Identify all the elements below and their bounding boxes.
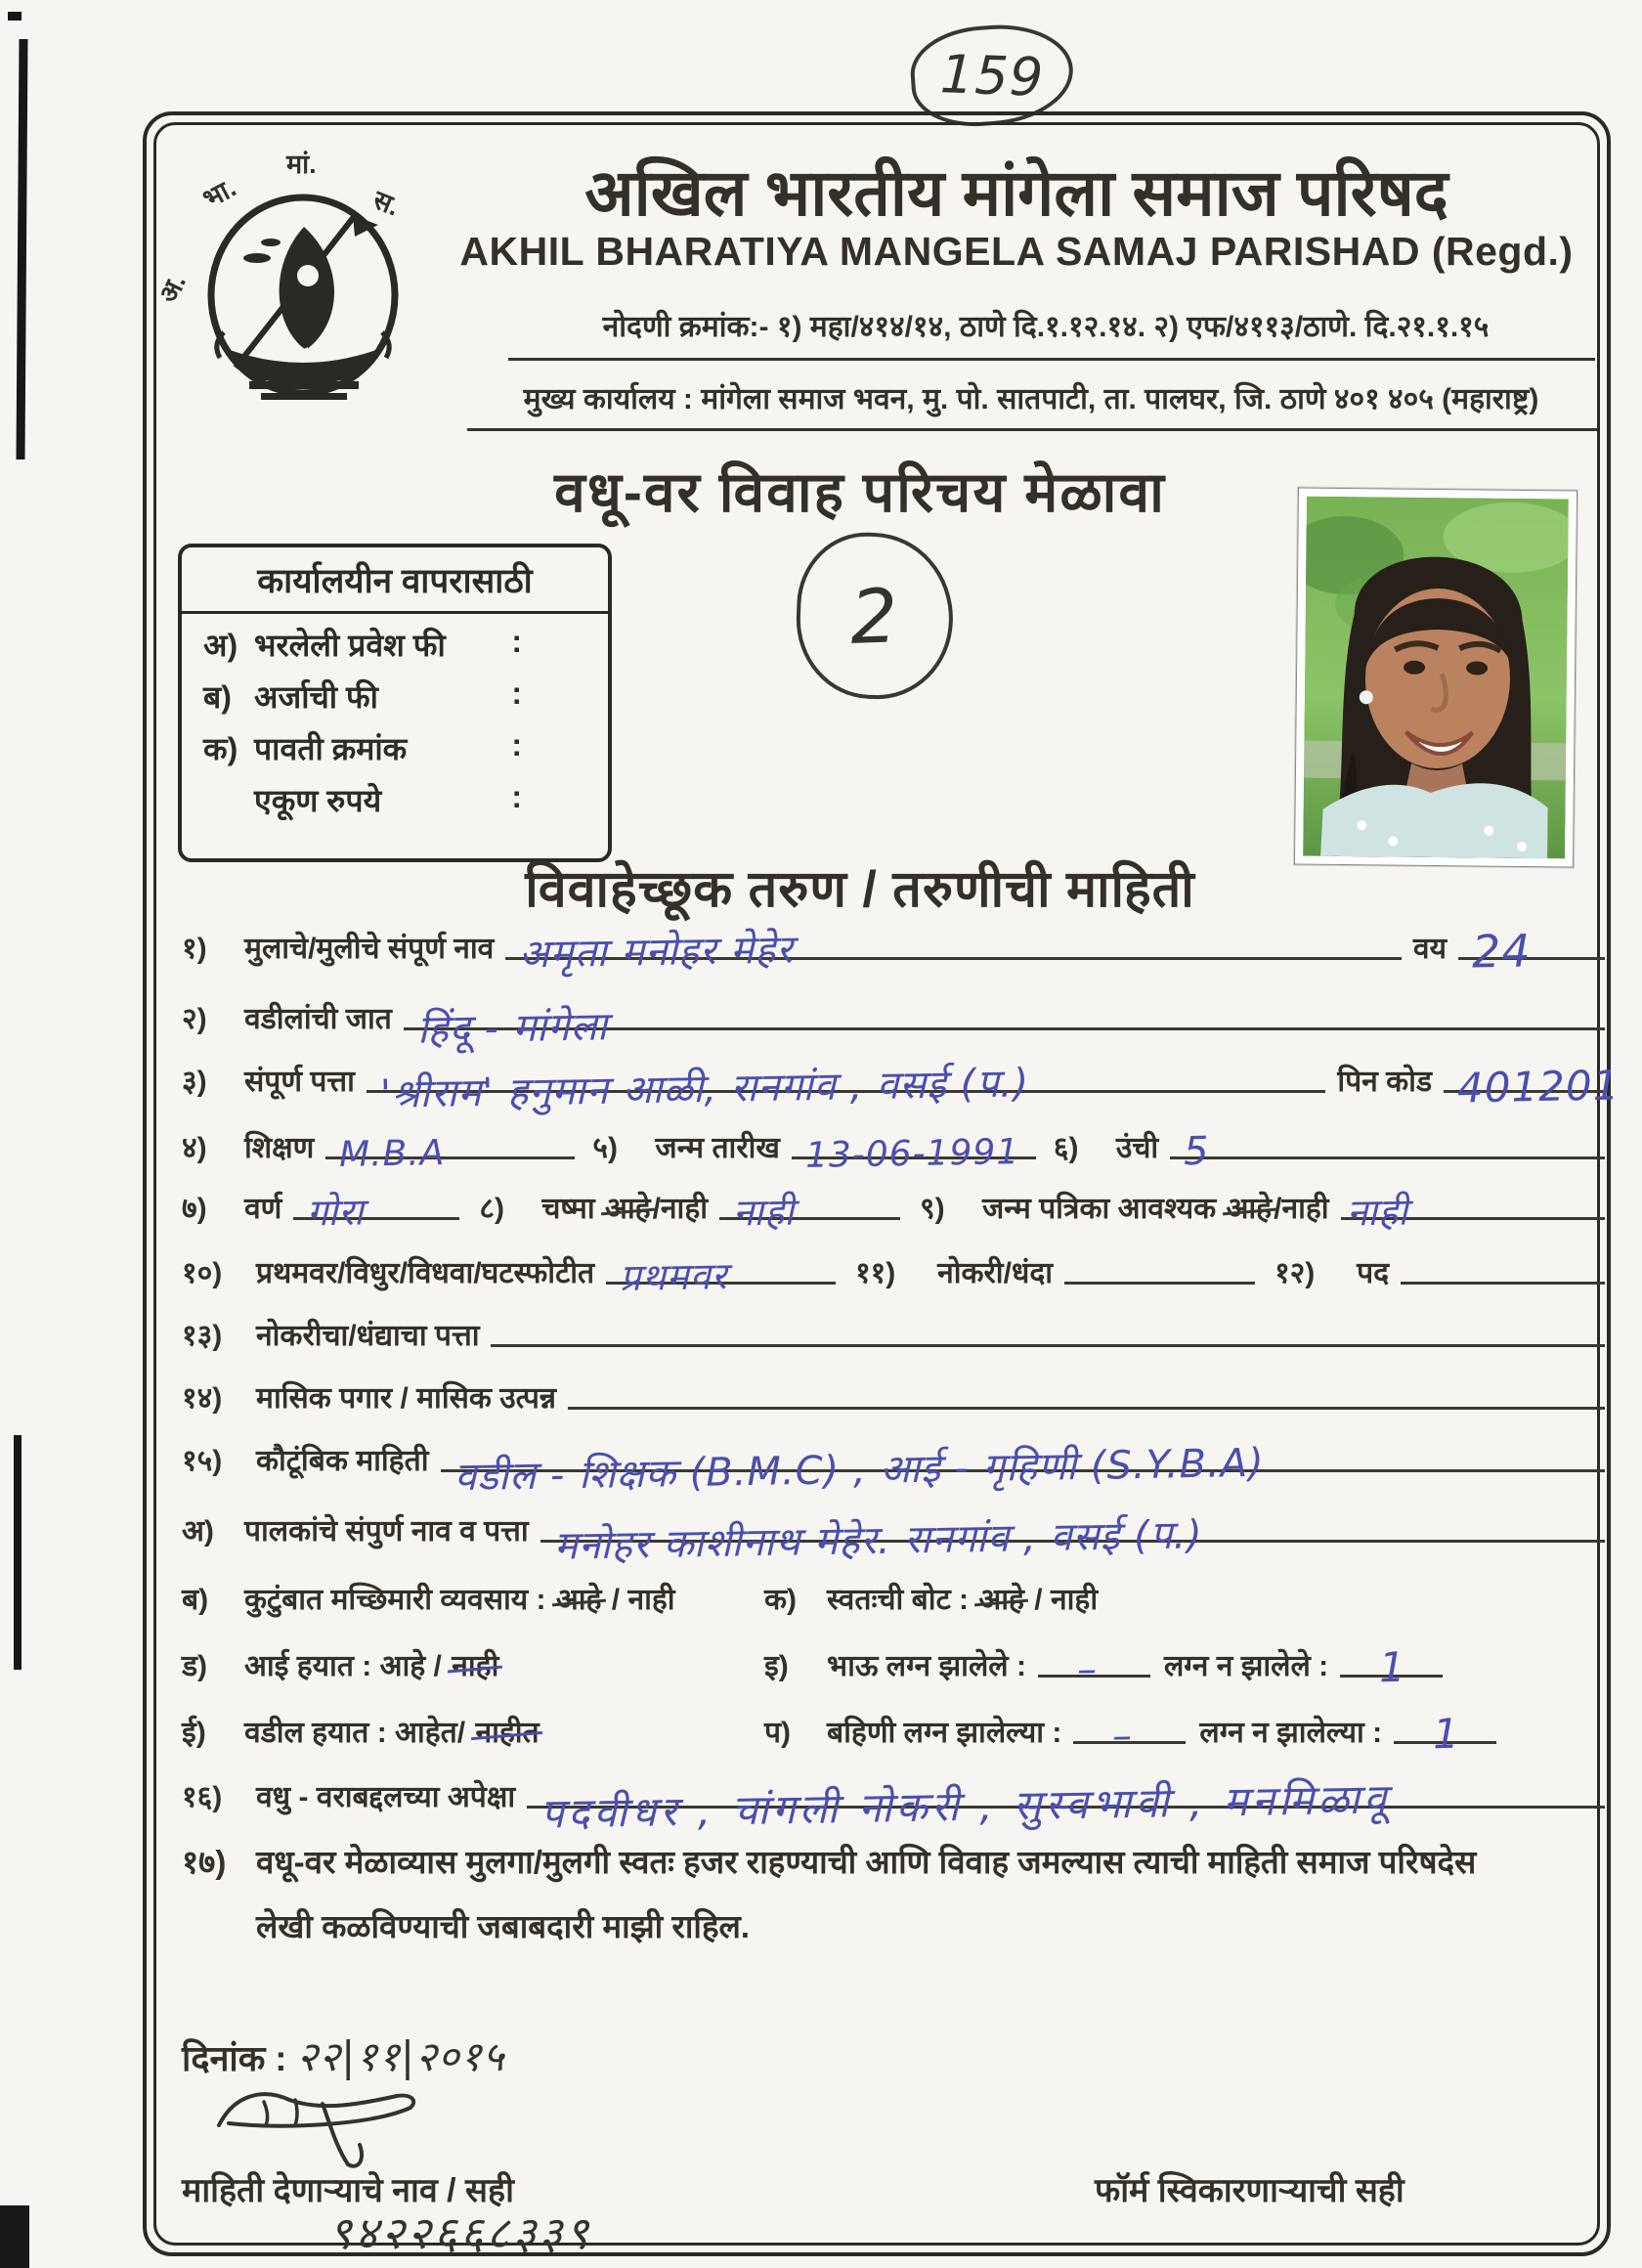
- field-label: बहिणी लग्न झालेल्या :: [827, 1717, 1062, 1749]
- handwritten-height: 5: [1183, 1128, 1211, 1174]
- option-no-struck: नाही: [452, 1650, 499, 1682]
- option-separator: /: [652, 1193, 661, 1225]
- office-use-item: [182, 614, 608, 666]
- fill-line: [719, 1190, 900, 1235]
- label-text: आई हयात :: [244, 1650, 372, 1682]
- handwritten-phone: ९४२२६६८३३९: [328, 2206, 592, 2259]
- item-num: अ): [203, 628, 238, 663]
- scan-artifact-left-top: [16, 39, 27, 459]
- item-colon: :: [511, 779, 522, 814]
- field-label: वडीलांची जात: [244, 1003, 392, 1035]
- field-label: वधु - वराबद्दलच्या अपेक्षा: [256, 1781, 516, 1813]
- field-num: २): [182, 1003, 207, 1035]
- age-label: वय: [1412, 933, 1447, 965]
- handwritten-name: अमृता मनोहर मेहेर: [518, 927, 795, 977]
- item-colon: :: [511, 676, 522, 711]
- field-num: १५): [182, 1445, 223, 1477]
- field-num: १०): [182, 1257, 223, 1289]
- fill-line: [1340, 1642, 1443, 1692]
- divider: [508, 358, 1595, 361]
- handwritten-specs: नाही: [732, 1190, 796, 1235]
- field-num: ५): [592, 1132, 618, 1164]
- option-no: नाही: [1050, 1584, 1099, 1616]
- field-label: उंची: [1115, 1132, 1159, 1164]
- field-label: शिक्षण: [244, 1132, 315, 1164]
- item-label: अर्जाची फी: [254, 679, 378, 715]
- field-label: मासिक पगार / मासिक उत्पन्न: [256, 1382, 557, 1415]
- field-num: ड): [182, 1650, 208, 1682]
- option-separator: /: [1034, 1584, 1043, 1616]
- option-yes: आहेत: [395, 1717, 457, 1749]
- field-label: [982, 1191, 1341, 1228]
- field-row-father-sisters: [182, 1709, 1605, 1759]
- field-num: ४): [182, 1132, 207, 1164]
- fill-line: [367, 1060, 1325, 1117]
- field-row-declaration: [182, 1842, 1605, 1882]
- label-text: जन्म पत्रिका आवश्यक: [982, 1193, 1217, 1225]
- item-colon: :: [511, 727, 522, 763]
- section-title: विवाहेच्छूक तरुण / तरुणीची माहिती: [525, 861, 1195, 918]
- field-num: १२): [1275, 1257, 1316, 1289]
- field-label2: लग्न न झालेल्या :: [1199, 1717, 1383, 1749]
- field-row-caste: [182, 1001, 1605, 1053]
- fill-line: [1444, 1061, 1620, 1112]
- field-label2: लग्न न झालेले :: [1163, 1650, 1329, 1682]
- declaration-line2: लेखी कळविण्याची जबाबदारी माझी राहिल.: [256, 1908, 751, 1944]
- logo-letter-a: अ.: [152, 269, 193, 308]
- option-separator: /: [456, 1717, 466, 1749]
- divider: [467, 428, 1597, 431]
- field-row-salary: [182, 1380, 1605, 1418]
- option-separator: /: [433, 1650, 442, 1682]
- fill-line: [540, 1511, 1605, 1569]
- field-row-edu-dob-height: [182, 1128, 1605, 1176]
- field-num: ७): [182, 1193, 207, 1225]
- field-num: क): [764, 1584, 798, 1616]
- field-label: पालकांचे संपुर्ण नाव व पत्ता: [244, 1515, 529, 1548]
- field-label: भाऊ लग्न झालेले :: [827, 1650, 1026, 1682]
- org-logo: [152, 145, 445, 438]
- field-label: नोकरी/धंदा: [937, 1257, 1054, 1289]
- field-num: १): [182, 933, 207, 965]
- page-number-value: 159: [938, 42, 1046, 109]
- item-num: क): [203, 731, 238, 766]
- field-num: ९): [920, 1193, 945, 1225]
- field-label: [244, 1582, 764, 1619]
- office-use-title: कार्यालयीन वापरासाठी: [182, 547, 608, 614]
- field-num: ३): [182, 1066, 207, 1098]
- fill-line: [1394, 1709, 1496, 1759]
- field-label: जन्म तारीख: [655, 1132, 780, 1164]
- handwritten-address: 'श्रीराम' हनुमान आळी, रानगांव , वसई (प.): [379, 1060, 1030, 1117]
- office-use-item: [182, 769, 608, 821]
- declaration-line1: वधू-वर मेळाव्यास मुलगा/मुलगी स्वतः हजर राहण्याची आणि विवाह जमल्यास त्याची माहिती समाज परिषदेस: [256, 1844, 1477, 1880]
- item-colon: :: [511, 624, 522, 659]
- label-text: वडील हयात :: [244, 1717, 387, 1749]
- field-num: इ): [764, 1650, 789, 1682]
- field-label: [541, 1191, 719, 1228]
- handwritten-dash: –: [1111, 1713, 1134, 1759]
- scan-artifact-left-bottom: [0, 2205, 29, 2268]
- handwritten-date: २२|११|२०१५: [296, 2032, 505, 2080]
- office-use-item: [182, 666, 608, 718]
- applicant-photo: [1294, 488, 1577, 868]
- field-num: १६): [182, 1781, 223, 1813]
- head-office-line: मुख्य कार्यालय : मांगेला समाज भवन, मु. पो. सातपाटी, ता. पालघर, जि. ठाणे ४०१ ४०५ (महाराष्ट्र): [523, 383, 1539, 415]
- field-row-mother-brothers: [182, 1642, 1605, 1692]
- field-label: मुलाचे/मुलीचे संपूर्ण नाव: [244, 933, 495, 965]
- logo-letter-sa: स.: [368, 185, 404, 222]
- fill-line: [527, 1774, 1605, 1838]
- scan-artifact-left-mid: [14, 1435, 22, 1670]
- field-label: कौटूंबिक माहिती: [256, 1445, 429, 1477]
- field-num: १३): [182, 1320, 223, 1352]
- receiver-label: फॉर्म स्विकारणाऱ्याची सही: [1095, 2172, 1404, 2209]
- handwritten-expectations: पदवीधर , चांगली नोकरी , सुस्वभावी , मनमिळावू: [540, 1774, 1391, 1838]
- fill-line: [1038, 1646, 1150, 1692]
- field-row-fishing-boat: [182, 1582, 1605, 1619]
- field-num: १४): [182, 1382, 223, 1415]
- fill-line: [606, 1254, 836, 1299]
- fill-line: [1170, 1128, 1605, 1174]
- field-num: ६): [1053, 1132, 1079, 1164]
- field-row-address: [182, 1060, 1620, 1117]
- handwritten-age: 24: [1471, 924, 1533, 979]
- field-label: [244, 1648, 764, 1685]
- option-no-struck: नाहीत: [475, 1717, 540, 1749]
- logo-letter-bha: भा.: [197, 172, 241, 214]
- handwritten-count: 1: [1432, 1709, 1461, 1759]
- form-number-value: 2: [848, 571, 901, 661]
- fill-line: [325, 1132, 575, 1175]
- informant-label: माहिती देणाऱ्याचे नाव / सही: [182, 2172, 514, 2209]
- field-num: ८): [479, 1193, 504, 1225]
- scan-artifact-top-left-dot: [8, 12, 22, 21]
- field-row-family-info: [182, 1440, 1605, 1500]
- fill-line: [1064, 1282, 1255, 1285]
- field-label: वर्ण: [244, 1193, 282, 1225]
- field-label: नोकरीचा/धंद्याचा पत्ता: [256, 1320, 480, 1352]
- option-yes-struck: आहे: [555, 1584, 602, 1616]
- option-separator: /: [611, 1584, 621, 1616]
- office-use-item: [182, 718, 608, 769]
- fill-line: [1458, 924, 1605, 979]
- handwritten-marital-status: प्रथमवर: [619, 1254, 728, 1299]
- field-row-guardian: [182, 1511, 1605, 1569]
- field-label: पद: [1357, 1257, 1390, 1289]
- registration-line: नोदणी क्रमांक:- १) महा/४१४/१४, ठाणे दि.१.१२.१४. २) एफ/४११३/ठाणे. दि.२१.१.१५: [602, 311, 1490, 343]
- item-num: ब): [203, 679, 232, 715]
- field-num: प): [764, 1717, 792, 1749]
- handwritten-family-info: वडील - शिक्षक (B.M.C) , आई - गृहिणी (S.Y.B.A): [454, 1440, 1265, 1500]
- option-yes-struck: आहे: [978, 1584, 1024, 1616]
- fill-line: [404, 1003, 1605, 1053]
- field-label: [244, 1715, 764, 1752]
- option-separator: /: [1274, 1193, 1282, 1225]
- handwritten-horoscope: नाही: [1346, 1190, 1408, 1235]
- field-label: संपूर्ण पत्ता: [244, 1066, 355, 1098]
- field-row-work-address: [182, 1318, 1605, 1355]
- fill-line: [441, 1440, 1606, 1500]
- handwritten-complexion: गोरा: [306, 1190, 366, 1235]
- label-text: कुटुंबात मच्छिमारी व्यवसाय :: [244, 1584, 546, 1616]
- informant-signature: [205, 2074, 469, 2172]
- office-use-box: [178, 544, 612, 862]
- option-no: नाही: [627, 1584, 675, 1616]
- field-num: १७): [182, 1844, 227, 1880]
- field-label: [827, 1582, 1109, 1619]
- option-yes-struck: आहे: [1226, 1193, 1273, 1225]
- fill-line: [1401, 1282, 1605, 1285]
- fill-line: [568, 1407, 1605, 1410]
- pin-label: पिन कोड: [1337, 1066, 1432, 1098]
- option-no: नाही: [1281, 1193, 1329, 1225]
- fill-line: [505, 927, 1402, 977]
- fill-line: [792, 1131, 1036, 1176]
- handwritten-pin: 401201: [1456, 1061, 1620, 1112]
- handwritten-education: M.B.A: [339, 1132, 447, 1175]
- item-label: पावती क्रमांक: [254, 731, 408, 766]
- fill-line: [1073, 1713, 1186, 1759]
- label-text: स्वतःची बोट :: [827, 1584, 970, 1616]
- logo-letter-maa: मां.: [286, 150, 317, 179]
- field-row-complexion-specs-horoscope: [182, 1190, 1605, 1235]
- handwritten-dob: 13-06-1991: [804, 1131, 1020, 1176]
- handwritten-guardian: मनोहर काशीनाथ मेहेर. रानगांव , वसई (प.): [553, 1511, 1203, 1569]
- org-name-english: AKHIL BHARATIYA MANGELA SAMAJ PARISHAD (Regd.): [459, 229, 1574, 274]
- fill-line: [293, 1190, 459, 1235]
- field-num: ब): [182, 1584, 209, 1616]
- item-label: भरलेली प्रवेश फी: [254, 628, 446, 663]
- handwritten-count: 1: [1378, 1642, 1407, 1692]
- option-no: नाही: [660, 1193, 709, 1225]
- item-label: एकूण रुपये: [254, 783, 382, 818]
- fill-line: [1341, 1190, 1605, 1235]
- field-num: ई): [182, 1717, 206, 1749]
- handwritten-caste: हिंदू - मांगेला: [416, 1003, 609, 1053]
- org-name-marathi: अखिल भारतीय मांगेला समाज परिषद: [584, 156, 1448, 229]
- option-yes: आहे: [379, 1650, 426, 1682]
- portrait-image: [1303, 497, 1569, 859]
- field-row-expectations: [182, 1774, 1605, 1838]
- option-yes-struck: आहे: [604, 1193, 651, 1225]
- field-num: ११): [855, 1257, 896, 1289]
- date-label: दिनांक :: [182, 2038, 287, 2078]
- form-title: वधू-वर विवाह परिचय मेळावा: [554, 461, 1166, 524]
- field-row-declaration-cont: [182, 1906, 1605, 1946]
- label-text: चष्मा: [541, 1193, 595, 1225]
- field-num: अ): [182, 1515, 214, 1548]
- fill-line: [491, 1344, 1605, 1347]
- handwritten-dash: –: [1076, 1646, 1099, 1692]
- field-row-name: [182, 924, 1605, 979]
- field-row-marital-job-post: [182, 1254, 1605, 1299]
- field-label: प्रथमवर/विधुर/विधवा/घटस्फोटीत: [256, 1257, 595, 1289]
